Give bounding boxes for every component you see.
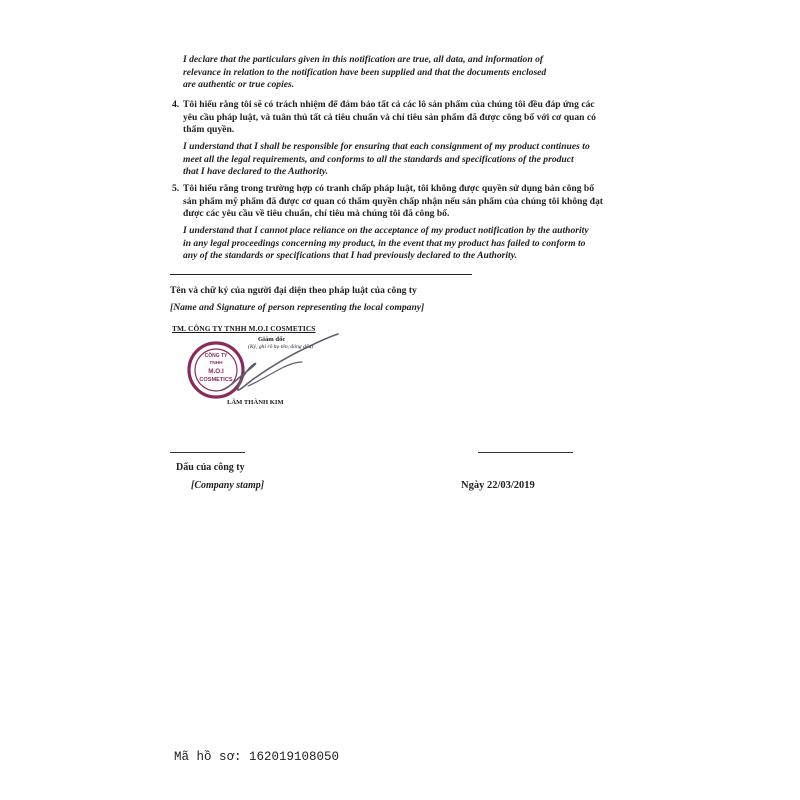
text-line: I declare that the particulars given in this notification are true, all data, and information of [183, 54, 544, 65]
stamp-name-2: COSMETICS [199, 377, 233, 383]
director-role: Giám đốc [258, 336, 286, 343]
director-name: LÂM THÀNH KIM [227, 399, 284, 406]
text-line: yêu cầu pháp luật, và tuân thủ tất cả tiêu chuẩn và chỉ tiêu sản phẩm đã được công bố với cơ quan có [183, 111, 596, 123]
item-5-english [183, 225, 623, 263]
text-line: sản phẩm mỹ phẩm đã được cơ quan có thẩm quyền chấp nhận nếu sản phẩm của chúng tôi không đạt [183, 195, 603, 207]
stamp-seal [189, 343, 243, 397]
text-line: relevance in relation to the notification have been supplied and that the documents enclosed [183, 66, 547, 78]
director-role-note: (Ký, ghi rõ họ tên, đóng dấu) [248, 344, 314, 350]
stamp-top-text: CÔNG TY [204, 353, 228, 359]
company-stamp-label-vi: Dấu của công ty [176, 462, 245, 473]
signature-label-vi: Tên và chữ ký của người đại diện theo pháp luật của công ty [170, 285, 417, 296]
section-divider [170, 274, 472, 275]
item-5-vietnamese [183, 183, 623, 221]
company-stamp-label-en: [Company stamp] [191, 480, 265, 491]
item-5-number: 5. [172, 183, 180, 194]
text-line: Tôi hiểu rằng tôi sẽ có trách nhiệm để đảm bảo tất cả các lô sản phẩm của chúng tôi đều đáp ứng các [183, 99, 595, 110]
text-line: I understand that I cannot place reliance on the acceptance of my product notification by the authority [183, 225, 589, 236]
stamp-mid-text: TNHH [209, 361, 223, 366]
item-4-number: 4. [172, 99, 180, 110]
text-line: in any legal proceedings concerning my product, in the event that my product has failed to conform to [183, 237, 586, 249]
text-line: I understand that I shall be responsible for ensuring that each consignment of my product continues to [183, 141, 590, 152]
signature-label-en: [Name and Signature of person representing the local company] [170, 302, 425, 313]
intro-declaration-en [183, 54, 623, 92]
text-line: được các yêu cầu về tiêu chuẩn, chỉ tiêu mà chúng tôi đã công bố. [183, 208, 450, 220]
company-line: TM. CÔNG TY TNHH M.O.I COSMETICS [172, 324, 316, 333]
item-4-english [183, 141, 623, 179]
date-text: Ngày 22/03/2019 [461, 480, 535, 491]
date-rule [478, 452, 573, 453]
text-line: meet all the legal requirements, and conforms to all the standards and specifications of the product [183, 153, 574, 165]
stamp-name-1: M.O.I [208, 368, 224, 375]
text-line: are authentic or true copies. [183, 79, 295, 91]
text-line: thẩm quyền. [183, 124, 235, 136]
record-number: Mã hồ sơ: 162019108050 [174, 750, 340, 764]
text-line: any of the standards or specifications that I had previously declared to the Authority. [183, 250, 518, 262]
stamp-rule [170, 452, 245, 453]
text-line: that I have declared to the Authority. [183, 166, 329, 178]
item-4-vietnamese [183, 99, 623, 137]
text-line: Tôi hiểu rằng trong trường hợp có tranh chấp pháp luật, tôi không được quyền sử dụng bản công bố [183, 183, 595, 194]
